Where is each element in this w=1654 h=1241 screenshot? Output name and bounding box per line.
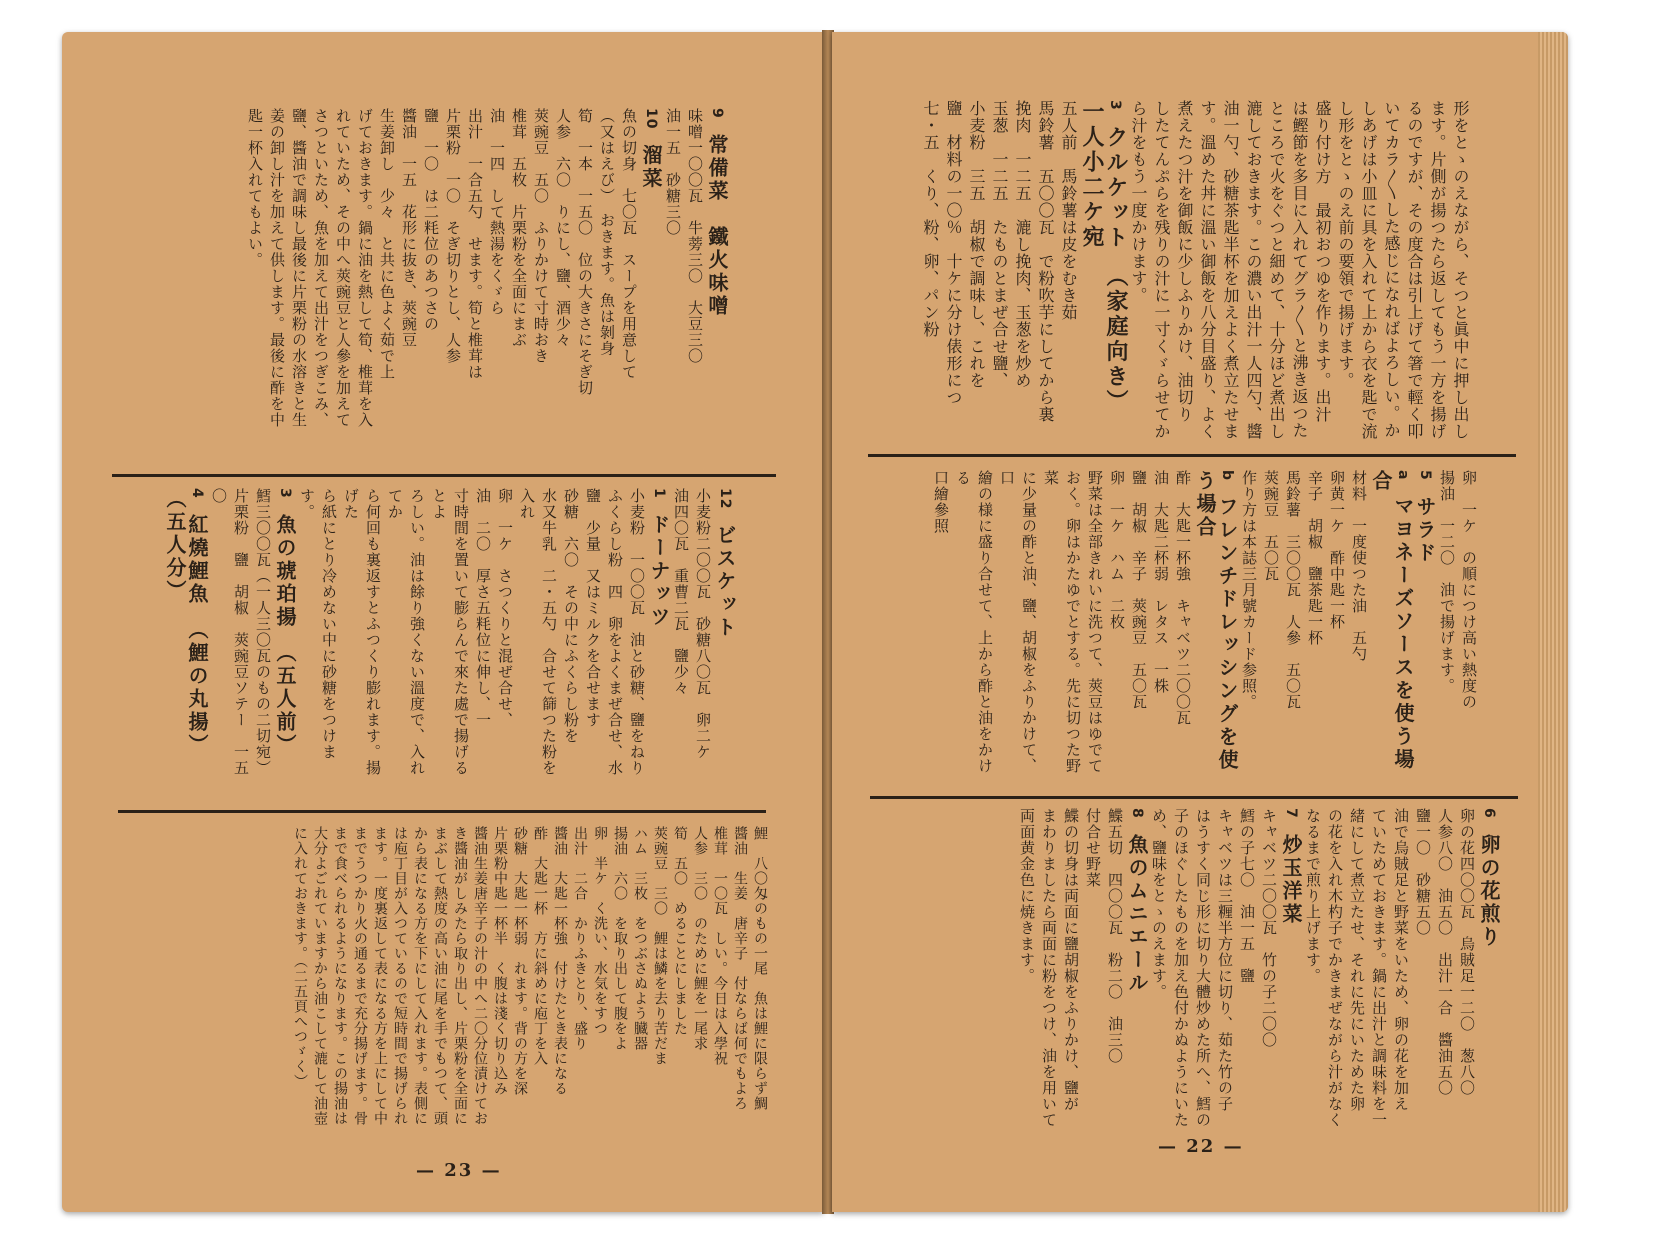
text-column: 材料 一度使つた油 五勺 (1350, 470, 1368, 662)
text-column: 寸時間を置いて膨らんで來た處で揚げるとよ (430, 488, 470, 776)
text-column: 魚の切身 七〇瓦 スープを用意して (620, 108, 638, 380)
text-column: ら何回も裏返すとふつくり膨れます。揚げた (342, 488, 382, 776)
right-top-section (898, 100, 1472, 446)
text-column: したてんぷらを残りの汁に一寸くゞらせてか (1152, 100, 1171, 440)
text-column: 繪の様に盛り合せて、上から酢と油をかける (954, 470, 994, 774)
text-column: ふくらし粉 四 卵をよくまぜ合せ、水 (606, 488, 624, 776)
text-column: 揚油 六〇 を取り出して腹をよ (612, 826, 628, 1051)
text-column: まで食べられるようになります。この揚油は (332, 826, 348, 1126)
recipe-heading: ドーナッツ (647, 513, 671, 629)
left-rule-1 (112, 474, 776, 477)
text-column: 挽肉 一二五 漉し挽肉、玉葱を炒め (1013, 100, 1032, 389)
text-column: 小麦粉 三五 胡椒で調味し、これを (967, 100, 986, 389)
text-column: 醬油 一五 花形に抜き、莢豌豆 (400, 108, 418, 348)
recipe-heading: 炒玉洋菜 (1279, 833, 1303, 926)
left-bottom-section (118, 826, 770, 1144)
text-column: 筍 一本 一五〇 位の大きさにそぎ切 (576, 108, 594, 396)
text-column: 野菜は全部きれいに洗つて、莢豆はゆでて (1086, 470, 1104, 774)
text-column: ます。一度裏返して表になる方を上にして中 (372, 826, 388, 1126)
text-column: に入れておきます。（二五頁へつゞく） (292, 826, 308, 1089)
left-rule-2 (118, 810, 766, 813)
text-column: め、鹽味をとゝのえます。 (1150, 808, 1168, 1000)
text-column: ところで火をぐつと細めて、十分ほど煮出し (1267, 100, 1286, 440)
text-column: るのですが、その度合は引上げて箸で輕く叩 (1405, 100, 1424, 440)
text-column: 油 二〇 厚さ五粍位に伸し、一 (474, 488, 492, 728)
text-column: 鹽 一〇 は二粍位のあつさの (422, 108, 440, 332)
text-column: 醬油生姜唐辛子の汁の中へ二〇分位漬けてお (472, 826, 488, 1126)
right-bottom-section (880, 808, 1500, 1138)
text-column: れていため、その中へ莢豌豆と人參を加えて (334, 108, 352, 428)
text-column: 莢豌豆 五〇 ふりかけて寸時おき (532, 108, 550, 364)
text-column: 卵 一ケ さつくりと混ぜ合せ、 (496, 488, 514, 728)
text-column: 鹽 胡椒 辛子 莢豌豆 五〇瓦 (1130, 470, 1148, 710)
text-column: は鰹節を多目に入れてグラ〳〵と沸き返つた (1290, 100, 1309, 439)
text-column: 油一五 砂糖三〇 (664, 108, 682, 236)
text-column: 油 一四 して熱湯をくゞら (488, 108, 506, 316)
text-column: 匙一杯入れてもよい。 (246, 108, 264, 268)
section-number: 12 (717, 488, 733, 525)
text-column: 人参 三〇 のために鯉を一尾求 (692, 826, 708, 1051)
text-column: 酢 大匙一杯 方に斜めに庖丁を入 (532, 826, 548, 1066)
text-column: 醬油 生姜 唐辛子 付ならば何でもよろ (732, 826, 748, 1111)
text-column: 油 大匙二杯弱 レタス 一株 (1152, 470, 1170, 694)
text-column: 作り方は本誌三月號カード参照。 (1240, 470, 1258, 710)
text-column: す。溫めた丼に溫い御飯を八分目盛り、よく (1198, 100, 1217, 440)
text-column: 馬鈴薯 三〇〇瓦 人參 五〇瓦 (1284, 470, 1302, 710)
text-column (1194, 470, 1238, 788)
text-column (1478, 808, 1500, 1138)
text-column: 口繪參照 (932, 470, 950, 534)
recipe-heading: クルケット （家庭向き） 一人小二ケ宛 (1079, 100, 1128, 429)
text-column: 砂糖 六〇 その中にふくらし粉を (562, 488, 580, 744)
text-column: までうつかり火の通るまで充分揚げます。骨 (352, 826, 368, 1126)
text-column: 五人前 馬鈴薯は皮をむき茹 (1059, 100, 1078, 321)
text-column: 玉葱 一二五 たものとまぜ合せ鹽、 (990, 100, 1009, 389)
recipe-heading: サラド (1413, 495, 1437, 565)
text-column: 醬油 大匙一杯強 付けたとき表になる (552, 826, 568, 1096)
left-top-section (122, 108, 728, 444)
text-column: 辛子 胡椒 鹽茶匙一杯 (1306, 470, 1324, 646)
text-column: 出汁 一合五勺 せます。筍と椎茸は (466, 108, 484, 380)
text-column: 鹽 少量 又はミルクを合せます (584, 488, 602, 728)
section-number: 4 (189, 488, 205, 514)
recipe-heading: マヨネーズソースを使う場合 (1369, 470, 1415, 772)
text-column: 椎茸 五枚 片栗粉を全面にまぶ (510, 108, 528, 348)
text-column: 馬鈴薯 五〇〇瓦 で粉吹芋にしてから裏 (1036, 100, 1055, 423)
section-number: 6 (1481, 808, 1497, 834)
text-column: 小麦粉二〇〇瓦 砂糖八〇瓦 卵二ケ (694, 488, 712, 760)
text-column: 片栗粉中匙一杯半 く腹は淺く切り込み (492, 826, 508, 1096)
text-column: 鹽 材料の一〇％ 十ケに分け俵形につ (944, 100, 963, 406)
text-column: から表になる方を下にして入れます。表側に (412, 826, 428, 1126)
right-middle-section (892, 470, 1480, 788)
text-column: 両面黄金色に焼きます。 (1018, 808, 1036, 984)
text-column: 子のほぐしたものを加え色付かぬようにいた (1172, 808, 1190, 1128)
text-column: 片栗粉 一〇 そぎ切りとし、人参 (444, 108, 462, 364)
text-column: 緒にして煮立たせ、それに先にいためた卵 (1348, 808, 1366, 1112)
section-number: 1 (651, 488, 667, 514)
text-column: 卵の花四〇〇瓦 烏賊足一二〇 葱八〇 (1458, 808, 1476, 1096)
text-column: 鹽一〇 砂糖五〇 (1414, 808, 1432, 936)
text-column (1080, 100, 1127, 446)
recipe-heading: 紅燒鯉魚 （鯉の丸揚）（五人分） (163, 488, 209, 757)
text-column: 卵 半ケ く洗い、水気をすつ (592, 826, 608, 1036)
page-edges (1538, 32, 1568, 1212)
left-page-number: — 23 — (416, 1160, 502, 1181)
text-column: ら汁をもう一度かけます。 (1129, 100, 1148, 304)
section-number: b (1219, 470, 1235, 497)
right-page-number: — 22 — (1158, 1136, 1244, 1157)
text-column: 煮えたつ汁を御飯に少しふりかけ、油切り (1175, 100, 1194, 423)
section-number: 3 (277, 488, 293, 514)
section-number: 3 (1107, 100, 1123, 126)
text-column: 油で烏賊足と野菜をいため、卵の花を加え (1392, 808, 1410, 1112)
text-column (274, 488, 296, 788)
text-column: 筍 五〇 めることにしました (672, 826, 688, 1036)
text-column: まぶして熱度の高い油に尾を手でもつて、頭 (432, 826, 448, 1126)
text-column: 盛り付け方 最初おつゆを作ります。出汁 (1313, 100, 1332, 423)
recipe-heading: 溜菜 (639, 144, 663, 191)
text-column (640, 108, 662, 444)
text-column: 鱈の子七〇 油一五 鹽 (1238, 808, 1256, 984)
text-column (714, 488, 736, 788)
text-column: 酢 大匙一杯強 キャベツ二〇〇瓦 (1174, 470, 1192, 726)
text-column: 生姜卸し 少々 と共に色よく茹で上 (378, 108, 396, 380)
text-column: 漉しておきます。この濃い出汁一人四勺、醬 (1244, 100, 1263, 440)
text-column: 油一勺、砂糖茶匙半杯を加えよく煮立たせま (1221, 100, 1240, 440)
text-column: 椎茸 一〇瓦 しい。今日は入學祝 (712, 826, 728, 1066)
text-column: （又はえび） おきます。魚は剝身 (598, 108, 616, 357)
text-column (1370, 470, 1414, 788)
section-number: a (1395, 470, 1411, 496)
recipe-heading: 卵の花煎り (1477, 833, 1501, 949)
text-column: 大分よごれていますから油こして漉して油壺 (312, 826, 328, 1126)
text-column: 片栗粉 鹽 胡椒 莢豌豆ソテー 一五〇 (210, 488, 250, 776)
text-column (1414, 470, 1436, 788)
text-column: 人参八〇 油五〇 出汁一合 醬油五〇 (1436, 808, 1454, 1096)
text-column: 水又牛乳 二・五勺 合せて篩つた粉を入れ (518, 488, 558, 776)
text-column: 鹽、醬油で調味し最後に片栗粉の水溶きと生 (290, 108, 308, 428)
recipe-heading: フレンチドレッシングを使う場合 (1193, 470, 1239, 773)
text-column: 七・五 くり、粉、卵、パン粉 (921, 100, 940, 338)
right-rule-2 (870, 796, 1518, 799)
section-number: 8 (1129, 808, 1145, 834)
text-column: 鱈三〇〇瓦（一人三〇瓦のもの二切宛） (254, 488, 272, 776)
section-number: 10 (643, 108, 659, 145)
recipe-heading: 魚の琥珀揚 （五人前） (273, 513, 297, 757)
text-column: き醬油がしみたら取り出し、片栗粉を全面に (452, 826, 468, 1126)
text-column: 鰈の切身は両面に鹽胡椒をふりかけ、鹽が (1062, 808, 1080, 1112)
text-column: 油四〇瓦 重曹二瓦 鹽少々 (672, 488, 690, 696)
text-column: 揚油 一二〇 油で揚げます。 (1438, 470, 1456, 694)
text-column (1280, 808, 1302, 1138)
recipe-heading: ビスケット (713, 524, 737, 640)
text-column: まわりましたら両面に粉をつけ、油を用いて (1040, 808, 1058, 1128)
text-column (1126, 808, 1148, 1138)
text-column: キャベツ二〇〇瓦 竹の子二〇〇 (1260, 808, 1278, 1048)
text-column: 小麦粉 一〇〇瓦 油と砂糖、鹽をねり (628, 488, 646, 776)
text-column: 鰈五切 四〇〇瓦 粉二〇 油三〇 (1106, 808, 1124, 1064)
text-column: は庖丁目が入つているので短時間で揚げられ (392, 826, 408, 1126)
section-number: 9 (709, 108, 725, 134)
text-column: 付合せ野菜 (1084, 808, 1102, 888)
text-column: 姜の卸し汁を加えて供します。最後に酢を中 (268, 108, 286, 428)
text-column: の花を入れ木杓子でかきまぜながら汁がなく (1326, 808, 1344, 1128)
section-number: 5 (1417, 470, 1433, 496)
text-column: 鯉 八〇匁のもの一尾 魚は鯉に限らず鯛 (752, 826, 768, 1111)
text-column: に少量の酢と油、鹽、胡椒をふりかけて、口 (998, 470, 1038, 774)
text-column: いてカラ〳〵した感じになればよろしい。か (1382, 100, 1401, 439)
text-column: 卵 一ケ の順につけ高い熱度の (1460, 470, 1478, 710)
recipe-heading: 常備菜 鐵火味噌 (705, 133, 729, 318)
text-column: 出汁 二合 かりふきとり、盛り (572, 826, 588, 1051)
text-column: 卵黄一ケ 酢中匙一杯 (1328, 470, 1346, 630)
text-column: し形をとゝのえ前の要領で揚げます。 (1336, 100, 1355, 389)
text-column: 味噌一〇〇瓦 牛蒡三〇 大豆三〇 (686, 108, 704, 364)
text-column: なるまで煎り上げます。 (1304, 808, 1322, 984)
section-number: 7 (1283, 808, 1299, 834)
text-column: げておきます。鍋に油を熱して筍、椎茸を入 (356, 108, 374, 428)
text-column: ろしい。油は餘り強くない溫度で、入れてか (386, 488, 426, 776)
text-column: 莢豌豆 三〇 鯉は鱗を去り苦だま (652, 826, 668, 1066)
text-column: ハム 三枚 をつぶさぬよう臓器 (632, 826, 648, 1051)
text-column: はうすく同じ形に切り大體炒めた所へ、鱈の (1194, 808, 1212, 1128)
text-column (648, 488, 670, 788)
text-column (164, 488, 208, 788)
text-column: キャベツは三糎半方位に切り、茹た竹の子 (1216, 808, 1234, 1112)
text-column: さつといため、魚を加えて出汁をつぎこみ、 (312, 108, 330, 428)
text-column: 莢豌豆 五〇瓦 (1262, 470, 1280, 582)
text-column: ます。片側が揚つたら返してもう一方を揚げ (1428, 100, 1447, 440)
recipe-heading: 魚のムニエール (1125, 833, 1149, 995)
right-rule-1 (868, 454, 1516, 457)
text-column: 卵 一ケ ハム 二枚 (1108, 470, 1126, 630)
text-column: 砂糖 大匙一杯弱 れます。背の方を深 (512, 826, 528, 1096)
text-column: 形をとゝのえながら、そつと眞中に押し出し (1451, 100, 1470, 440)
text-column: ら紙にとり冷めない中に砂糖をつけます。 (298, 488, 338, 760)
text-column: おく。卵はかたゆでとする。先に切つた野菜 (1042, 470, 1082, 774)
text-column: 人参 六〇 りにし、鹽、酒少々 (554, 108, 572, 348)
text-column: ていためておきます。鍋に出汁と調味料を一 (1370, 808, 1388, 1128)
text-column: しあげは小皿に具を入れて上から衣を匙で流 (1359, 100, 1378, 440)
left-middle-section (150, 488, 736, 788)
text-column (706, 108, 728, 444)
